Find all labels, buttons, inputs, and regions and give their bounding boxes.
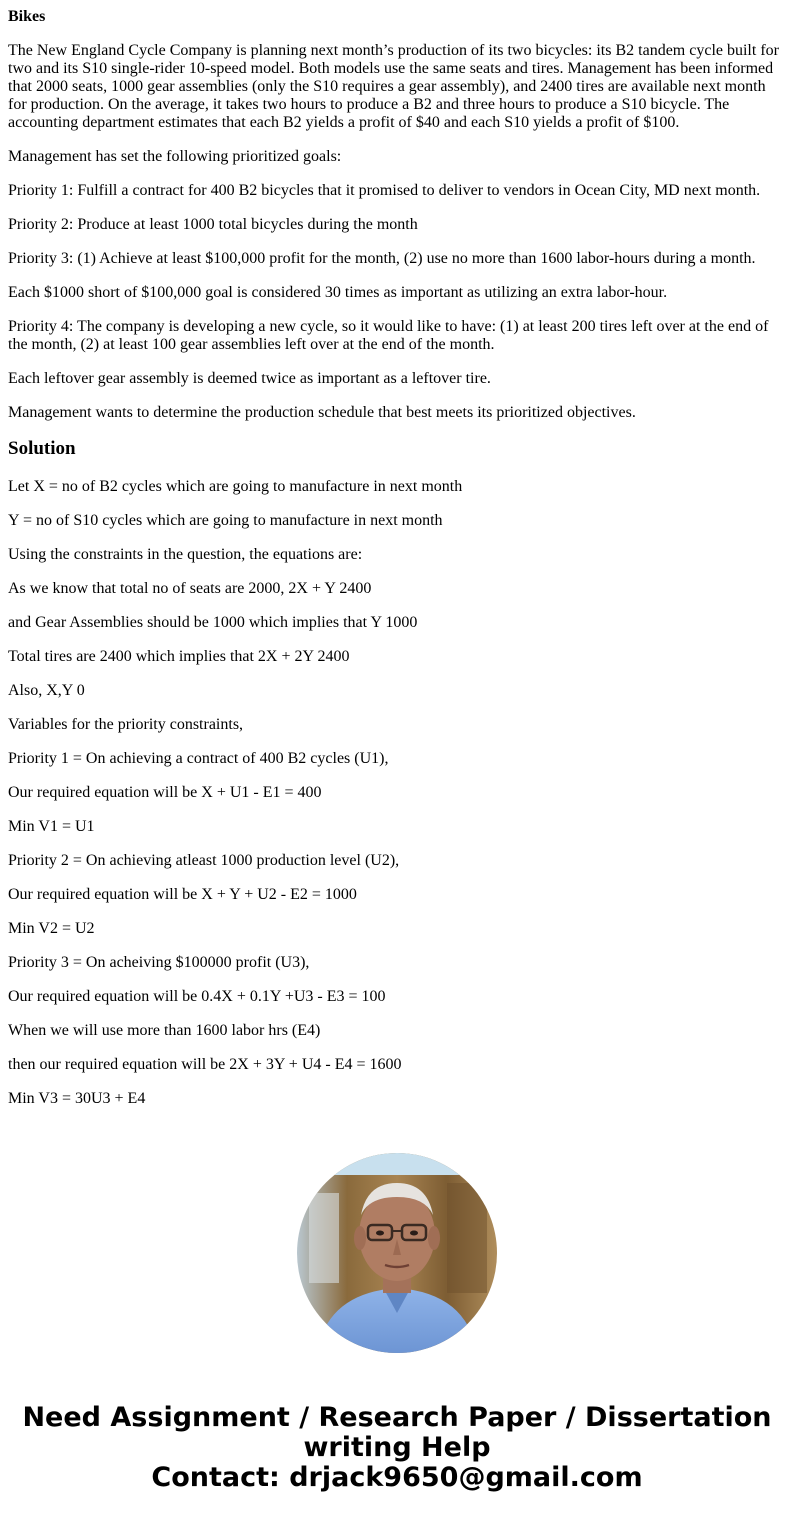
solution-body bbox=[8, 478, 784, 1108]
question-paragraph: Each $1000 short of $100,000 goal is considered 30 times as important as utilizing an extra labor-hour. bbox=[8, 284, 668, 301]
question-paragraph: Priority 2: Produce at least 1000 total bicycles during the month bbox=[8, 216, 418, 233]
author-photo bbox=[297, 1153, 497, 1353]
solution-line: When we will use more than 1600 labor hrs (E4) bbox=[8, 1022, 321, 1039]
solution-heading: Solution bbox=[8, 438, 76, 459]
footer-line: writing Help bbox=[303, 1432, 491, 1463]
question-body bbox=[8, 42, 784, 422]
solution-line: Let X = no of B2 cycles which are going to manufacture in next month bbox=[8, 478, 463, 495]
question-paragraph: The New England Cycle Company is planning next month’s production of its two bicycles: its B2 tandem cycle built for two and its S10 single-rider 10-speed model. Both models use the same seats and tires. Management has been informed that 2000 seats, 1000 gear assemblies (only the S10 requires a gear assembly), and 2400 tires are available next month for production. On the average, it takes two hours to produce a B2 and three hours to produce a S10 bicycle. The accounting department estimates that each B2 yields a profit of $40 and each S10 yields a profit of $100. bbox=[8, 42, 779, 131]
solution-line: Min V2 = U2 bbox=[8, 920, 95, 937]
solution-line: Total tires are 2400 which implies that 2X + 2Y 2400 bbox=[8, 648, 350, 665]
solution-line: Also, X,Y 0 bbox=[8, 682, 85, 699]
contact-email: Contact: drjack9650@gmail.com bbox=[151, 1462, 643, 1493]
document-content bbox=[8, 8, 784, 1124]
solution-line: Min V1 = U1 bbox=[8, 818, 95, 835]
question-paragraph: Each leftover gear assembly is deemed twice as important as a leftover tire. bbox=[8, 370, 491, 387]
solution-line: and Gear Assemblies should be 1000 which implies that Y 1000 bbox=[8, 614, 418, 631]
solution-line: Min V3 = 30U3 + E4 bbox=[8, 1090, 146, 1107]
solution-line: Our required equation will be X + Y + U2 - E2 = 1000 bbox=[8, 886, 357, 903]
solution-line: Priority 1 = On achieving a contract of 400 B2 cycles (U1), bbox=[8, 750, 389, 767]
solution-line: As we know that total no of seats are 2000, 2X + Y 2400 bbox=[8, 580, 372, 597]
solution-line: then our required equation will be 2X + 3Y + U4 - E4 = 1600 bbox=[8, 1056, 402, 1073]
footer-line: Need Assignment / Research Paper / Dissertation bbox=[22, 1402, 772, 1433]
question-paragraph: Management has set the following prioritized goals: bbox=[8, 148, 342, 165]
solution-line: Variables for the priority constraints, bbox=[8, 716, 244, 733]
solution-line: Our required equation will be 0.4X + 0.1Y +U3 - E3 = 100 bbox=[8, 988, 386, 1005]
solution-line: Using the constraints in the question, the equations are: bbox=[8, 546, 363, 563]
solution-line: Y = no of S10 cycles which are going to manufacture in next month bbox=[8, 512, 443, 529]
contact-footer bbox=[0, 1403, 794, 1493]
solution-line: Our required equation will be X + U1 - E1 = 400 bbox=[8, 784, 322, 801]
solution-line: Priority 2 = On achieving atleast 1000 production level (U2), bbox=[8, 852, 400, 869]
solution-line: Priority 3 = On acheiving $100000 profit (U3), bbox=[8, 954, 310, 971]
question-title: Bikes bbox=[8, 8, 46, 25]
question-paragraph: Management wants to determine the production schedule that best meets its prioritized objectives. bbox=[8, 404, 636, 421]
question-paragraph: Priority 1: Fulfill a contract for 400 B2 bicycles that it promised to deliver to vendors in Ocean City, MD next month. bbox=[8, 182, 761, 199]
question-paragraph: Priority 4: The company is developing a new cycle, so it would like to have: (1) at least 200 tires left over at the end of the month, (2) at least 100 gear assemblies left over at the end of the month. bbox=[8, 318, 769, 353]
question-paragraph: Priority 3: (1) Achieve at least $100,000 profit for the month, (2) use no more than 1600 labor-hours during a month. bbox=[8, 250, 756, 267]
